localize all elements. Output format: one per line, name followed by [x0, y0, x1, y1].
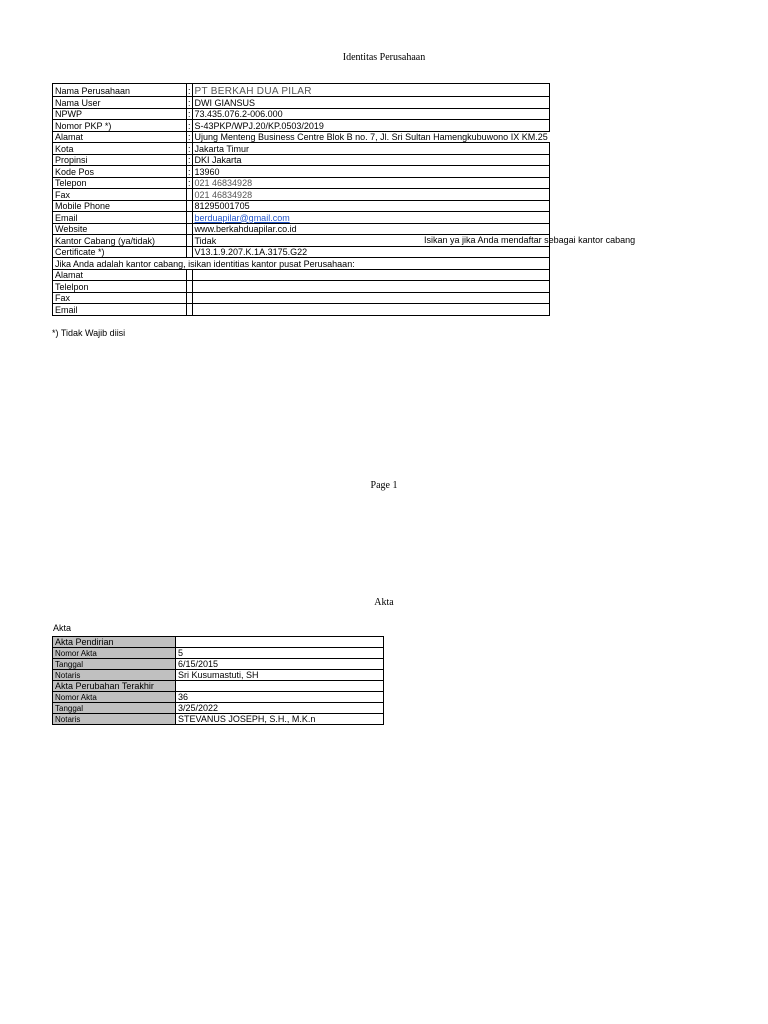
field-label: NPWP: [53, 108, 187, 120]
akta-value: 5: [176, 648, 384, 659]
akta-value: Sri Kusumastuti, SH: [176, 670, 384, 681]
page-title: Identitas Perusahaan: [342, 52, 426, 63]
field-separator: :: [187, 84, 193, 97]
field-value: Jakarta Timur: [192, 143, 550, 155]
table-row: [53, 84, 550, 97]
field-label: Propinsi: [53, 154, 187, 166]
field-value: S-43PKP/WPJ.20/KP.0503/2019: [192, 120, 550, 132]
field-separator: :: [188, 143, 191, 154]
field-label: Kantor Cabang (ya/tidak): [53, 235, 187, 247]
field-separator: :: [188, 178, 191, 188]
table-row: [53, 659, 384, 670]
table-row: [53, 212, 550, 224]
akta-table: [52, 636, 384, 725]
field-separator: :: [188, 120, 191, 131]
table-row: [53, 292, 550, 304]
page-label: Page 1: [370, 480, 398, 491]
table-row: [53, 143, 550, 155]
table-row: [53, 108, 550, 120]
akta-value: 3/25/2022: [176, 703, 384, 714]
field-value: 021 46834928: [192, 189, 550, 201]
table-row: [53, 246, 550, 258]
field-value: Ujung Menteng Business Centre Blok B no. 7, Jl. Sri Sultan Hamengkubuwono IX KM.25: [192, 131, 550, 143]
email-link[interactable]: berduapilar@gmail.com: [194, 212, 290, 223]
field-label: Telepon: [53, 177, 187, 189]
table-row: [53, 223, 550, 235]
table-row: [53, 131, 550, 143]
table-row: [53, 714, 384, 725]
field-value: [192, 292, 550, 304]
field-value: DKI Jakarta: [192, 154, 550, 166]
field-value: [192, 281, 550, 293]
akta-value: 6/15/2015: [176, 659, 384, 670]
table-row: [53, 120, 550, 132]
field-label: Alamat: [53, 131, 187, 143]
table-row: [53, 637, 384, 648]
field-value: V13.1.9.207.K.1A.3175.G22: [192, 246, 550, 258]
table-row: [53, 166, 550, 178]
field-label: Nama Perusahaan: [53, 84, 187, 97]
akta-value: [176, 637, 384, 648]
field-value: 73.435.076.2-006.000: [192, 108, 550, 120]
field-value: [192, 304, 550, 316]
field-value: [192, 269, 550, 281]
table-row: [53, 670, 384, 681]
table-row: [53, 304, 550, 316]
section-title: Akta: [374, 597, 394, 608]
field-value[interactable]: www.berkahduapilar.co.id: [192, 223, 550, 235]
table-row: [53, 681, 384, 692]
field-label: Fax: [53, 189, 187, 201]
company-identity-table: [52, 83, 550, 316]
field-separator: :: [188, 97, 191, 108]
akta-label: Notaris: [53, 714, 176, 725]
table-row: [53, 177, 550, 189]
table-row: [53, 200, 550, 212]
akta-label: Akta Pendirian: [53, 637, 176, 648]
field-label: Alamat: [53, 269, 187, 281]
field-label: Email: [53, 304, 187, 316]
field-value[interactable]: [192, 212, 550, 224]
table-row: [53, 692, 384, 703]
field-separator: :: [188, 109, 191, 119]
akta-label: Notaris: [53, 670, 176, 681]
field-label: Kota: [53, 143, 187, 155]
field-label: Fax: [53, 292, 187, 304]
field-value: 13960: [192, 166, 550, 178]
field-separator: :: [188, 166, 191, 177]
akta-value: STEVANUS JOSEPH, S.H., M.K.n: [176, 714, 384, 725]
akta-label: Nomor Akta: [53, 648, 176, 659]
table-row: [53, 97, 550, 109]
field-label: Nama User: [53, 97, 187, 109]
table-row: [53, 258, 550, 270]
field-separator: :: [188, 155, 191, 165]
akta-label: Nomor Akta: [53, 692, 176, 703]
field-label: Certificate *): [53, 246, 187, 258]
field-label: Kode Pos: [53, 166, 187, 178]
table-row: [53, 281, 550, 293]
table-row: [53, 189, 550, 201]
branch-intro: Jika Anda adalah kantor cabang, isikan identitias kantor pusat Perusahaan:: [53, 258, 550, 270]
table-row: [53, 154, 550, 166]
branch-note: Isikan ya jika Anda mendaftar sebagai kantor cabang: [424, 235, 636, 245]
field-label: Telelpon: [53, 281, 187, 293]
field-label: Email: [53, 212, 187, 224]
field-separator: :: [188, 132, 191, 142]
table-row: [53, 648, 384, 659]
field-value: PT BERKAH DUA PILAR: [192, 84, 550, 97]
field-value: 021 46834928: [192, 177, 550, 189]
akta-label: Tanggal: [53, 659, 176, 670]
akta-value: 36: [176, 692, 384, 703]
field-label: Nomor PKP *): [53, 120, 187, 132]
table-row: [53, 269, 550, 281]
field-label: Mobile Phone: [53, 200, 187, 212]
field-value: DWI GIANSUS: [192, 97, 550, 109]
field-label: Website: [53, 223, 187, 235]
akta-label: Akta: [53, 623, 72, 633]
table-row: [53, 703, 384, 714]
akta-label: Akta Perubahan Terakhir: [53, 681, 176, 692]
field-value: Tidak: [192, 235, 550, 247]
field-value: 81295001705: [192, 200, 550, 212]
akta-value: [176, 681, 384, 692]
footnote: *) Tidak Wajib diisi: [52, 328, 126, 338]
akta-label: Tanggal: [53, 703, 176, 714]
